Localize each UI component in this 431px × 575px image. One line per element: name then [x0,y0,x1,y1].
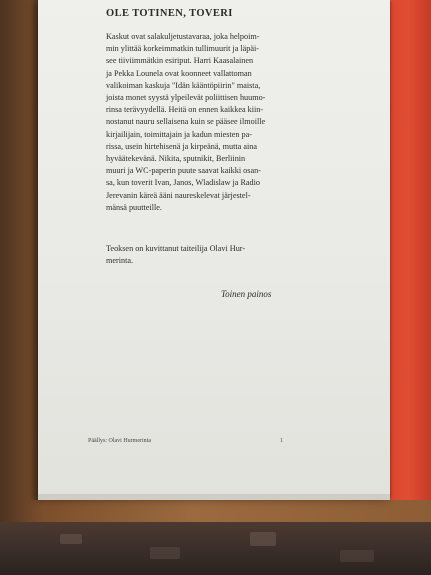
book-page-edge [38,494,390,500]
blurb-line: min ylittää korkeimmatkin tullimuurit ja läpäi- [106,44,260,54]
book-blurb [106,31,306,214]
illustrator-note [106,243,306,267]
blurb-line: rissa, usein hirtehisenä ja kirpeänä, mutta aina [106,141,257,151]
fabric-pattern [150,547,180,559]
blurb-line: valikoiman kaskuja "Idän kääntöpiirin" maista, [106,80,261,90]
blurb-line: ja Pekka Lounela ovat koonneet vallattoman [106,68,252,78]
blurb-line: rinsa terävyydellä. Heitä on ennen kaikkea kiin- [106,105,264,115]
blurb-line: Kaskut ovat salakuljetustavaraa, joka helpoim- [106,32,260,41]
blurb-line: nostanut nauru sellaisena kuin se pääsee ilmoille [106,117,266,127]
cover-credit: Päällys: Olavi Hurmerinta [88,438,151,444]
floor-fabric [0,522,431,575]
blurb-line: mänsä puutteille. [106,202,162,212]
page-number: 1 [280,438,283,444]
fabric-pattern [60,534,82,544]
blurb-line: muuri ja WC-paperin puute saavat kaikki osan- [106,166,261,176]
blurb-line: kirjailijain, toimittajain ja kadun miesten pa- [106,129,252,139]
fabric-pattern [250,532,276,546]
blurb-line: joista monet syystä ylpeilevät poliittisen huumo- [106,93,266,103]
fabric-pattern [340,550,374,562]
illustrator-line: Teoksen on kuvittanut taiteilija Olavi Hur- [106,244,246,253]
blurb-line: Jerevanin käreä ääni naureskelevat järjestel- [106,190,251,200]
blurb-line: sa, kun toverit Ivan, Janos, Wladislaw ja Radio [106,178,261,188]
book-title: OLE TOTINEN, TOVERI [106,8,233,19]
blurb-line: hyväätekevänä. Nikita, sputnikit, Berliinin [106,154,246,164]
blurb-line: see tiiviimmätkin esiriput. Harri Kaasalainen [106,56,254,66]
edition-label: Toinen painos [221,289,272,299]
illustrator-line: merinta. [106,256,134,266]
